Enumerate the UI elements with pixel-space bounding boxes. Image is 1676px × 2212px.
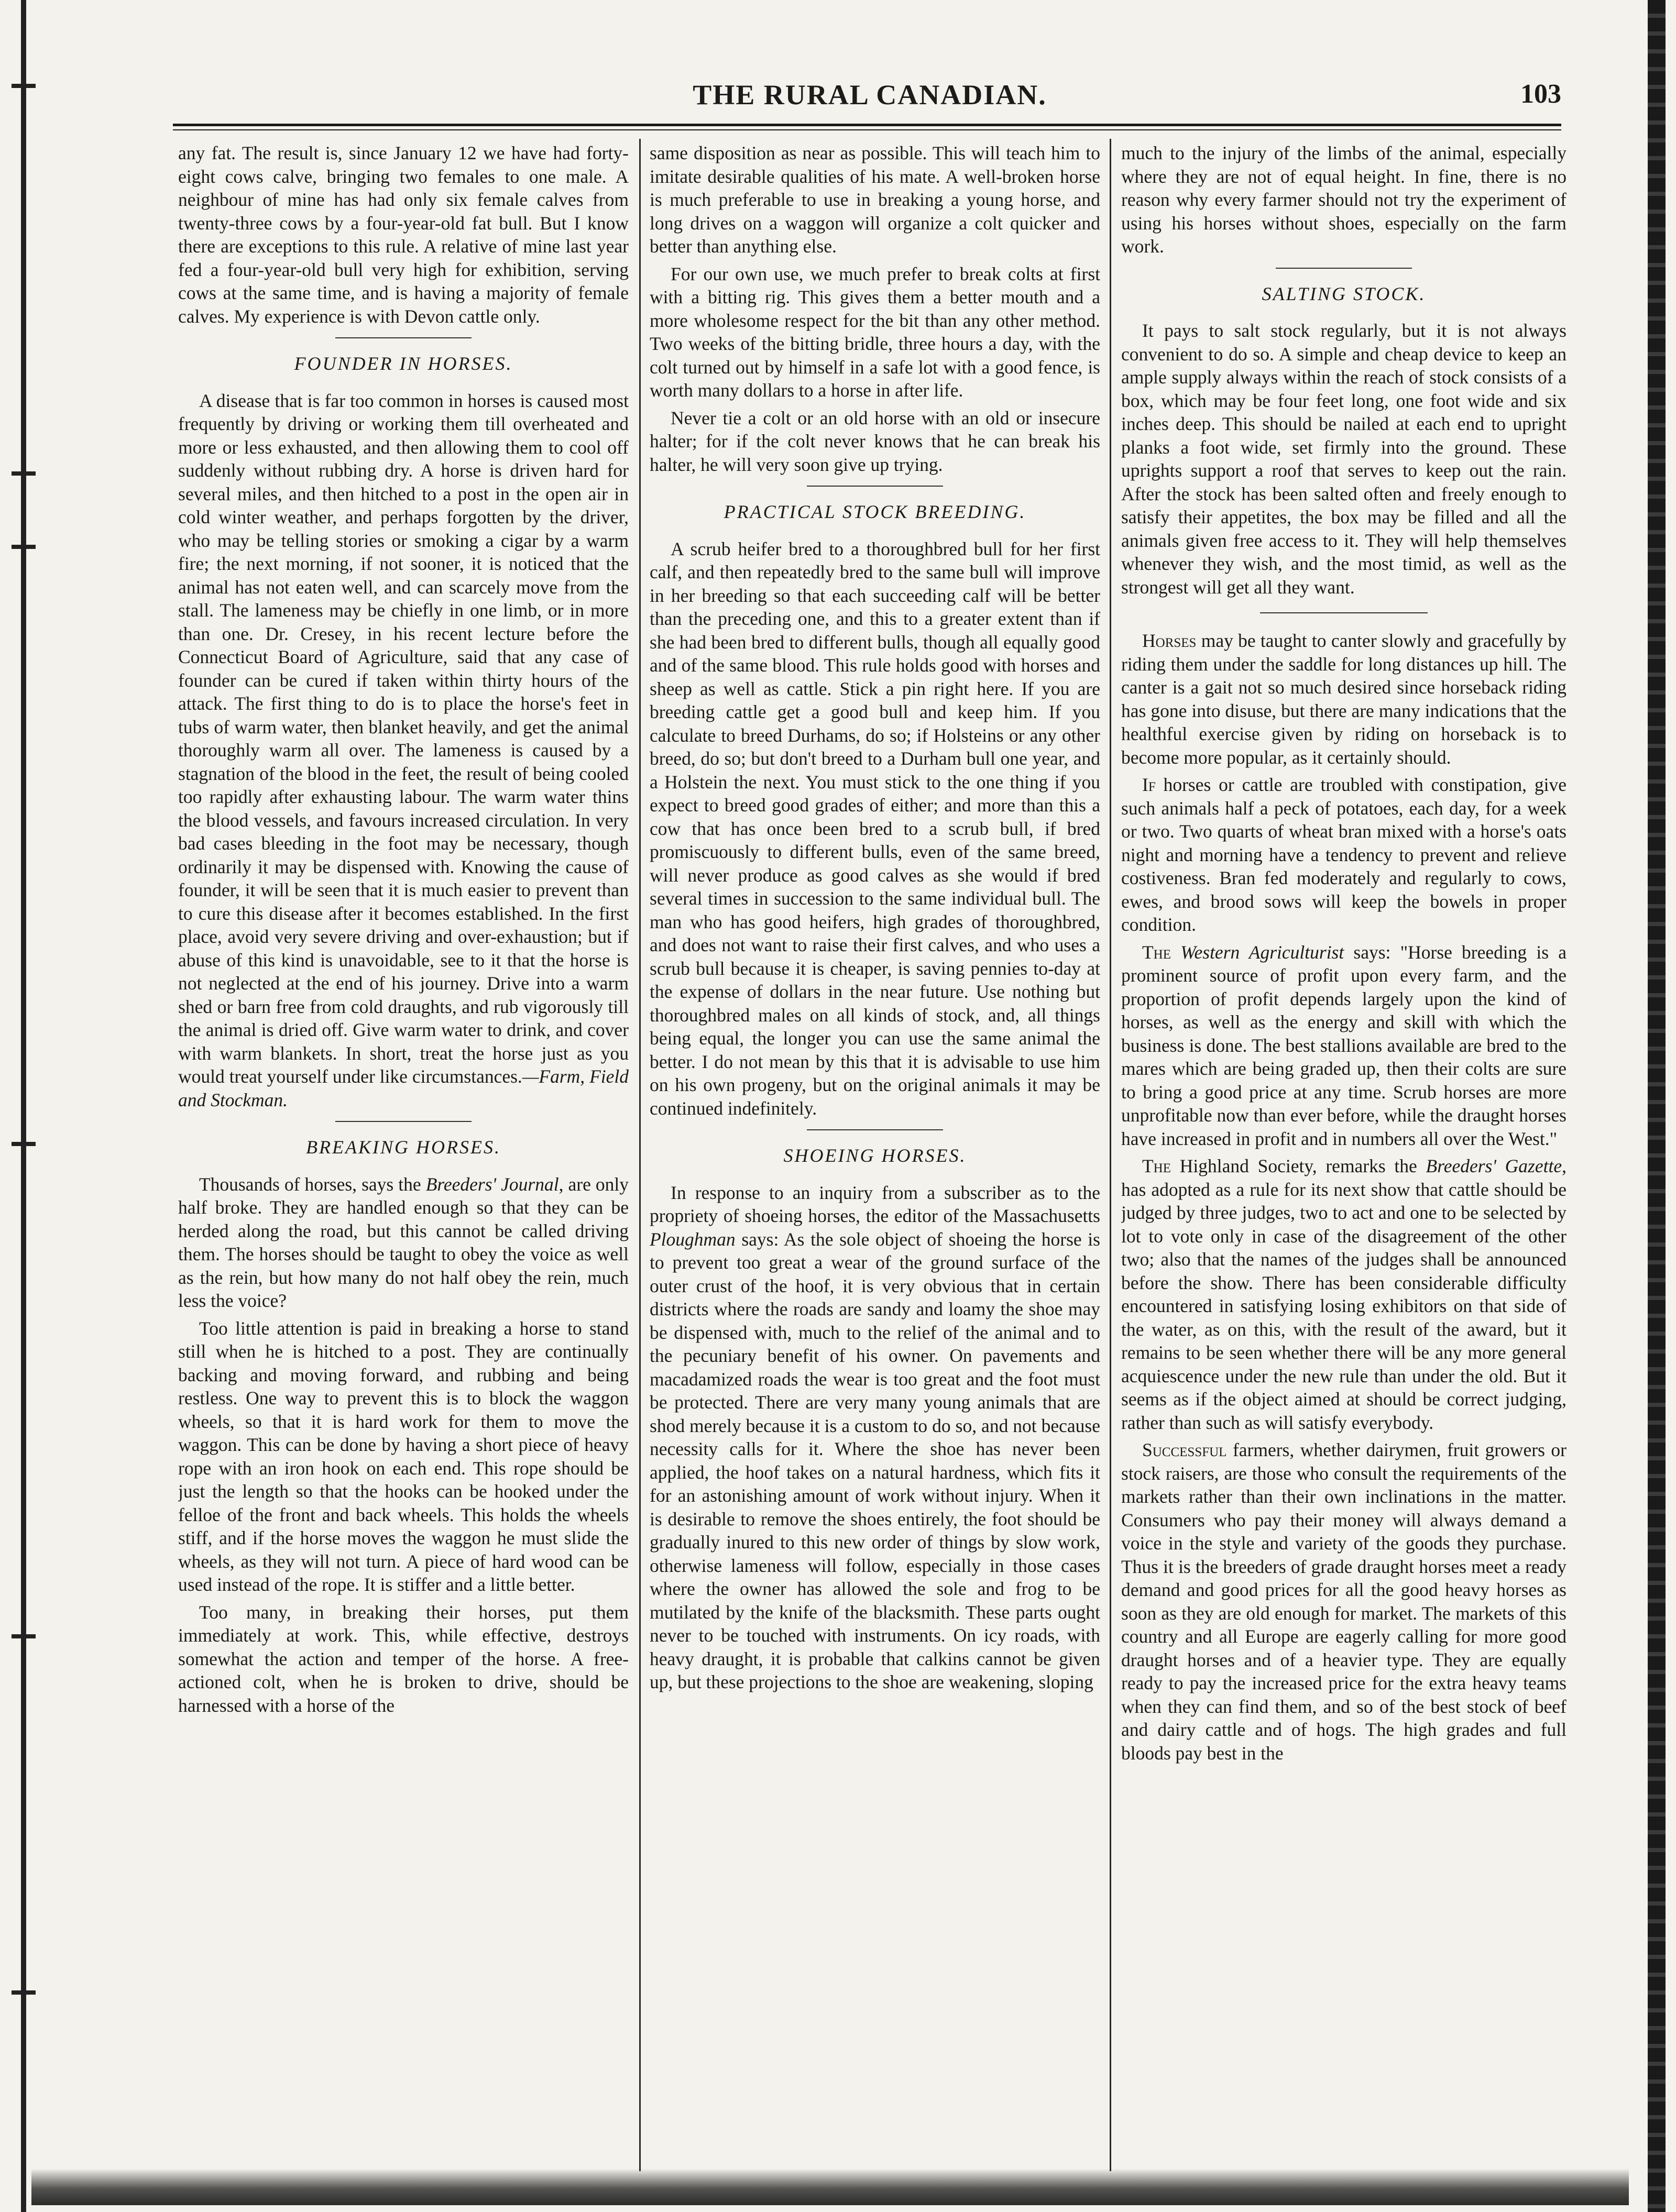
article-body: says: As the sole object of shoeing the horse is to prevent too great a wear of the ground surface of the outer crust of the hoof, it is very obvious that in certain districts where the roads are sandy and loamy the shoe may be dispensed with, much to the relief of the animal and to the pecuniary benefit of his owner. On pavements and macadamized roads the wear is too great and the foot must be protected. There are very many young animals that are shod merely because it is a custom to do so, and not because necessity calls for it. Where the shoe has never been applied, the hoof takes on a natural hardness, which fits it for an astonishing amount of work without injury. When it is desirable to remove the shoes entirely, the foot should be gradually inured to this new order of things by slow work, otherwise lameness will follow, especially in those cases where the owner has allowed the sole and frog to be mutilated by the knife of the blacksmith. These parts ought never to be touched with instruments. On icy roads, with heavy draught, it is probable that calkins cannot be given up, but these projections to the shoe are weakening, sloping	[650, 1228, 1100, 1692]
section-heading-founder: FOUNDER IN HORSES.	[294, 353, 513, 374]
lead-word: If	[1142, 774, 1156, 795]
article-text	[178, 389, 629, 1112]
source-credit: Breeders' Gazette	[1426, 1155, 1562, 1176]
header-rule-thin	[173, 129, 1561, 130]
article-text	[1121, 1438, 1567, 1765]
article-body: Highland Society, remarks the	[1171, 1155, 1426, 1176]
section-divider	[335, 337, 472, 338]
article-text	[178, 1173, 629, 1313]
article-text: For our own use, we much prefer to break colts at first with a bitting rig. This gives them a better mouth and a more wholesome respect for the bit than any other method. Two weeks of the bitting bridle, three hours a day, with the colt turned out by himself in a safe lot with a good fence, is worth many dollars to a horse in after life.	[650, 263, 1100, 401]
page-number: 103	[1520, 79, 1561, 109]
article-body: says: "Horse breeding is a prominent source of profit upon every farm, and the proportion of profit depends largely upon the kind of horses, as well as the energy and skill with which the business is done. The best stallions available are bred to the mares which are being graded up, then their colts are sure to bring a good price at any time. Scrub horses are more unprofitable now than ever before, while the draught horses have increased in profit and in numbers all over the West."	[1121, 941, 1567, 1149]
article-text: It pays to salt stock regularly, but it is not always convenient to do so. A simple and cheap device to keep an ample supply always within the reach of stock consists of a box, which may be four feet long, one foot wide and six inches deep. This should be nailed at each end to upright planks a foot wide, set firmly into the ground. These uprights support a roof that serves to keep out the rain. After the stock has been salted often and freely enough to satisfy their appetites, the box may be filled and all the animals given free access to it. They will help themselves whenever they wish, and the most timid, as well as the strongest will get all they want.	[1121, 320, 1567, 598]
section-heading-breaking: BREAKING HORSES.	[306, 1137, 501, 1158]
left-binding-edge	[21, 0, 26, 2212]
right-binding-edge	[1648, 0, 1666, 2212]
lead-word: Horses	[1142, 630, 1197, 651]
column-divider	[639, 139, 641, 2171]
article-body: , has adopted as a rule for its next show that cattle should be judged by three judges, two to act and one to be selected by lot to vote only in case of the disagreement of the other two; also that the names of the judges shall be announced before the show. There has been considerable difficulty encountered in satisfying losing exhibitors on that side of the water, as on this, with the result of the award, but it remains to be seen whether there will be any more general acquiescence under the new rule than under the old. But it seems as if the object aimed at should be correct judging, rather than such as will satisfy everybody.	[1121, 1155, 1567, 1433]
section-heading-practical: PRACTICAL STOCK BREEDING.	[724, 501, 1026, 522]
page-header	[178, 73, 1561, 115]
article-text: Never tie a colt or an old horse with an old or insecure halter; for if the colt never knows that he can break his halter, he will very soon give up trying.	[650, 407, 1100, 475]
article-text	[1121, 629, 1567, 769]
article-text: Too little attention is paid in breaking a horse to stand still when he is hitched to a post. They are continually backing and moving forward, and rubbing and being restless. One way to prevent this is to block the waggon wheels, so that it is hard work for them to move the waggon. This can be done by having a short piece of heavy rope with an iron hook on each end. This rope should be just the length so that the hooks can be hooked under the felloe of the front and back wheels. This holds the wheels stiff, and if the horse moves the waggon he must slide the wheels, as they will not turn. A piece of hard wood can be used instead of the rope. It is stiffer and a little better.	[178, 1317, 629, 1595]
column-1	[178, 141, 629, 2158]
scan-damage-bottom	[31, 2169, 1629, 2205]
section-divider	[1260, 612, 1428, 613]
section-divider	[807, 1129, 943, 1130]
page-title: THE RURAL CANADIAN.	[693, 79, 1047, 111]
article-text: same disposition as near as possible. This will teach him to imitate desirable qualities of his mate. A well-broken horse is much preferable to use in breaking a young horse, and long drives on a waggon will organize a colt quicker and better than anything else.	[650, 142, 1100, 257]
article-text	[1121, 773, 1567, 937]
lead-word: Successful	[1142, 1439, 1227, 1460]
article-body: may be taught to canter slowly and gracefully by riding them under the saddle for long distances up hill. The canter is a gait not so much desired since horseback riding has gone into disuse, but there are many indications that the healthful exercise given by riding on horseback is to become more popular, as it certainly should.	[1121, 630, 1567, 768]
article-text: much to the injury of the limbs of the animal, especially where they are not of equal height. In fine, there is no reason why every farmer should not try the experiment of using his horses without shoes, especially on the farm work.	[1121, 142, 1567, 257]
article-text: A scrub heifer bred to a thoroughbred bull for her first calf, and then repeatedly bred to the same bull will improve in her breeding so that each succeeding calf will be better than the preceding one, and this to a greater extent than if she had been bred to different bulls, though all equally good and of the same blood. This rule holds good with horses and sheep as well as cattle. Stick a pin right here. If you are breeding cattle get a good bull and keep him. If you calculate to breed Durhams, do so; if Holsteins or any other breed, do so; but don't breed to a Durham bull one year, and a Holstein the next. You must stick to the one thing if you expect to breed good grades of either; and more than this a cow that has once been bred to a scrub bull, if bred promiscuously to different bulls, even of the same breed, will never produce as good calves as she would if bred several times in succession to the same individual bull. The man who has good heifers, high grades of thoroughbred, and does not want to raise their first calves, and who uses a scrub bull because it is cheaper, is saving pennies to-day at the expense of dollars in the near future. Use nothing but thoroughbred males on all kinds of stock, and, all things being equal, the longer you can use the same animal the better. I do not mean by this that it is advisable to use him on his own progeny, but on the original animals it may be continued indefinitely.	[650, 538, 1100, 1119]
article-text	[650, 1181, 1100, 1694]
article-text	[1121, 941, 1567, 1151]
source-credit: Breeders' Journal	[425, 1173, 559, 1195]
section-divider	[1276, 268, 1412, 269]
article-body: In response to an inquiry from a subscriber as to the propriety of shoeing horses, the editor of the Massachusetts	[650, 1182, 1100, 1226]
article-text: any fat. The result is, since January 12 we have had forty-eight cows calve, bringing two females to one male. A neighbour of mine has had only six female calves from twenty-three cows by a four-year-old fat bull. But I know there are exceptions to this rule. A relative of mine last year fed a four-year-old bull very high for exhibition, serving cows at the same time, and is having a majority of female calves. My experience is with Devon cattle only.	[178, 142, 629, 327]
column-divider	[1110, 139, 1111, 2171]
lead-word: The	[1142, 1155, 1171, 1176]
article-body: farmers, whether dairymen, fruit growers or stock raisers, are those who consult the requirements of the markets rather than their own inclinations in the matter. Consumers who pay their money will always demand a voice in the style and variety of the goods they purchase. Thus it is the breeders of grade draught horses meet a ready demand and good prices for all the good heavy horses as soon as they are old enough for market. The markets of this country and all Europe are eagerly calling for more good draught horses and of a heavier type. They are equally ready to pay the increased price for the extra heavy teams when they can find them, and so of the best stock of beef and dairy cattle and of hogs. The high grades and full bloods pay best in the	[1121, 1439, 1567, 1764]
source-credit: —Farm, Field and Stockman.	[178, 1066, 629, 1110]
article-body: Thousands of horses, says the	[199, 1173, 426, 1195]
article-body: , are only half broke. They are handled enough so that they can be herded along the road, but this cannot be called driving them. The horses should be taught to obey the voice as well as the rein, but how many do not half obey the rein, much less the voice?	[178, 1173, 629, 1311]
header-rule	[173, 124, 1561, 126]
article-body: horses or cattle are troubled with constipation, give such animals half a peck of potatoes, each day, for a week or two. Two quarts of wheat bran mixed with a horse's oats night and morning have a tendency to prevent and relieve costiveness. Bran fed moderately and regularly to cows, ewes, and brood sows will keep the bowels in proper condition.	[1121, 774, 1567, 935]
section-heading-shoeing: SHOEING HORSES.	[783, 1145, 967, 1166]
column-2	[650, 141, 1100, 2158]
section-heading-salting: SALTING STOCK.	[1262, 283, 1426, 304]
article-body: A disease that is far too common in horses is caused most frequently by driving or working them till overheated and more or less exhausted, and then allowing them to cool off suddenly without rubbing dry. A horse is driven hard for several miles, and then hitched to a post in the open air in cold winter weather, and perhaps forgotten by the driver, who may be telling stories or smoking a cigar by a warm fire; the next morning, if not sooner, it is noticed that the animal has not eaten well, and can scarcely move from the stall. The lameness may be chiefly in one limb, or in more than one. Dr. Cresey, in his recent lecture before the Connecticut Board of Agriculture, said that any case of founder can be cured if taken within thirty hours of the attack. The first thing to do is to place the horse's feet in tubs of warm water, then blanket heavily, and get the animal thoroughly warm all over. The lameness is caused by a stagnation of the blood in the feet, the result of being cooled too rapidly after exhausting labour. The warm water thins the blood vessels, and favours increased circulation. In very bad cases bleeding in the foot may be necessary, though ordinarily it may be dispensed with. Knowing the cause of founder, it will be seen that it is much easier to prevent than to cure this disease after it becomes established. In the first place, avoid very severe driving and over-exhaustion; but if abuse of this kind is unavoidable, see to it that the horse is not neglected at the end of his journey. Drive into a warm shed or barn free from cold draughts, and rub vigorously till the animal is dried off. Give warm water to drink, and cover with warm blankets. In short, treat the horse just as you would treat yourself under like circumstances.	[178, 390, 629, 1087]
source-credit: Western Agriculturist	[1180, 941, 1344, 963]
section-divider	[335, 1121, 472, 1122]
section-divider	[807, 486, 943, 487]
column-3	[1121, 141, 1567, 2158]
article-text: Too many, in breaking their horses, put them immediately at work. This, while effective, destroys somewhat the action and temper of the horse. A free-actioned colt, when he is broken to drive, should be harnessed with a horse of the	[178, 1601, 629, 1716]
source-credit: Ploughman	[650, 1228, 736, 1250]
lead-word: The	[1142, 941, 1171, 963]
article-text	[1121, 1154, 1567, 1434]
